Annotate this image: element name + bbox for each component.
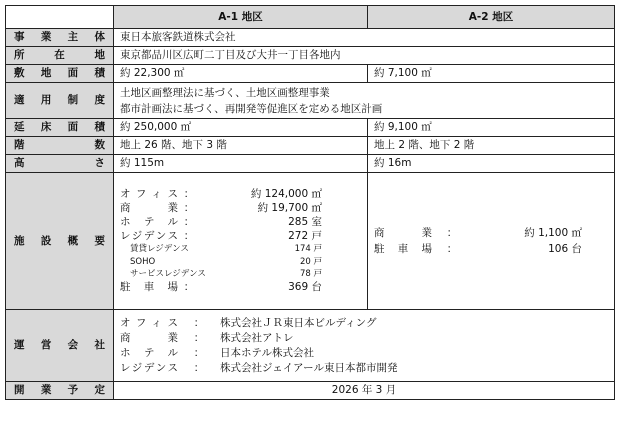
label-opening: 開業予定: [6, 382, 114, 400]
facility-a1-hotel: ホテル ： 285 室: [120, 215, 322, 228]
value-site-area-a2: 約 7,100 ㎡: [368, 65, 615, 83]
value-site-area-a1: 約 22,300 ㎡: [114, 65, 368, 83]
row-floors: [6, 137, 615, 155]
row-location: [6, 47, 615, 65]
row-opening: [6, 382, 615, 400]
row-facilities: [6, 173, 615, 310]
label-floor-area: 延床面積: [6, 119, 114, 137]
label-operator: 事業主体: [6, 29, 114, 47]
row-management: [6, 310, 615, 382]
facility-a1-commerce: 商業 ： 約 19,700 ㎡: [120, 201, 322, 214]
label-system: 適用制度: [6, 83, 114, 119]
project-overview-table: [5, 5, 615, 400]
row-system: [6, 83, 615, 119]
facility-a1-office: オフィス ： 約 124,000 ㎡: [120, 187, 322, 200]
facility-a1-residence: レジデンス ： 272 戸: [120, 229, 322, 242]
facility-a2-parking: 駐車場 ： 106 台: [374, 242, 582, 255]
value-height-a1: 約 115m: [114, 155, 368, 173]
management-hotel: ホテル ： 日本ホテル株式会社: [120, 346, 314, 359]
value-location: 東京都品川区広町二丁目及び大井一丁目各地内: [114, 47, 615, 65]
label-height: 高さ: [6, 155, 114, 173]
system-line-2: 都市計画法に基づく、再開発等促進区を定める地区計画: [120, 102, 383, 115]
facility-a1-rental-residence: 賃貸レジデンス 174 戸: [130, 244, 322, 254]
header-blank-cell: [6, 6, 114, 29]
facility-a2-commerce: 商業 ： 約 1,100 ㎡: [374, 226, 582, 239]
value-floors-a1: 地上 26 階、地下 3 階: [114, 137, 368, 155]
value-floor-area-a1: 約 250,000 ㎡: [114, 119, 368, 137]
row-site-area: [6, 65, 615, 83]
management-commerce: 商業 ： 株式会社アトレ: [120, 331, 294, 344]
value-management: [114, 310, 615, 382]
value-height-a2: 約 16m: [368, 155, 615, 173]
row-height: [6, 155, 615, 173]
label-facilities: 施設概要: [6, 173, 114, 310]
label-location: 所在地: [6, 47, 114, 65]
value-floor-area-a2: 約 9,100 ㎡: [368, 119, 615, 137]
value-facilities-a1: [114, 173, 368, 310]
header-row: [6, 6, 615, 29]
value-facilities-a2: [368, 173, 615, 310]
label-management: 運営会社: [6, 310, 114, 382]
value-opening: 2026 年 3 月: [114, 382, 615, 400]
facility-a1-parking: 駐車場 ： 369 台: [120, 281, 322, 294]
header-a2: A-2 地区: [368, 6, 615, 29]
value-floors-a2: 地上 2 階、地下 2 階: [368, 137, 615, 155]
header-a1: A-1 地区: [114, 6, 368, 29]
value-system: [114, 83, 615, 119]
management-office: オフィス ： 株式会社ＪＲ東日本ビルディング: [120, 316, 377, 329]
label-site-area: 敷地面積: [6, 65, 114, 83]
project-table-wrapper: [5, 5, 614, 416]
value-operator: 東日本旅客鉄道株式会社: [114, 29, 615, 47]
facility-a1-service-residence: サービスレジデンス 78 戸: [130, 269, 322, 279]
label-floors: 階数: [6, 137, 114, 155]
system-line-1: 土地区画整理法に基づく、土地区画整理事業: [120, 86, 330, 99]
management-residence: レジデンス ： 株式会社ジェイアール東日本都市開発: [120, 361, 398, 374]
row-floor-area: [6, 119, 615, 137]
facility-a1-soho: SOHO 20 戸: [130, 256, 322, 267]
row-operator: [6, 29, 615, 47]
